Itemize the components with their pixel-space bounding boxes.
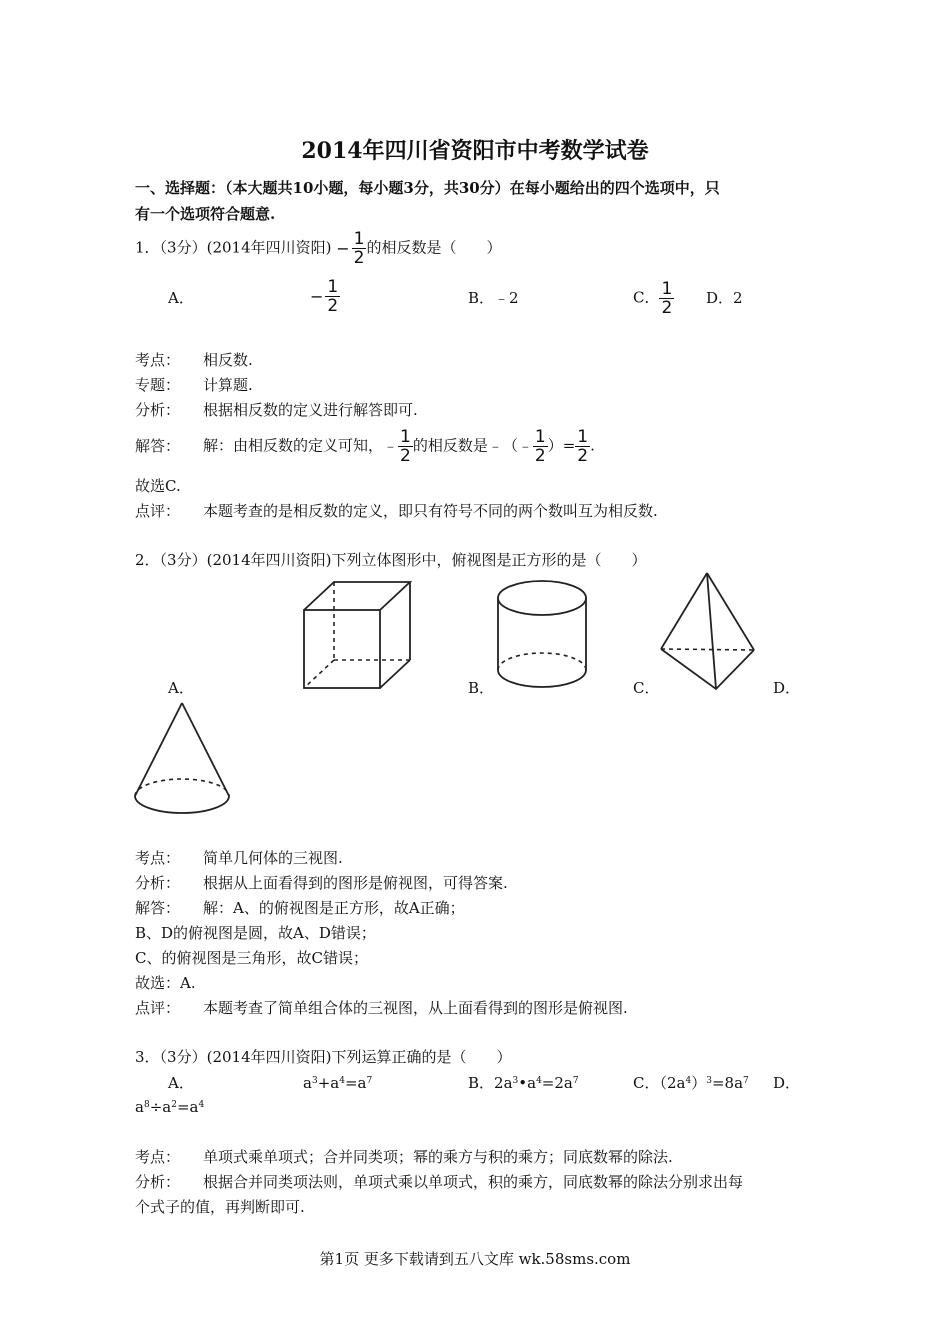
q2-answer: 故选：A.	[135, 974, 196, 992]
q3-option-b-label: B．	[468, 1074, 495, 1092]
q3-fenxi-label: 分析：	[135, 1173, 181, 1191]
q1-dianping-label: 点评：	[135, 502, 181, 520]
q1-jieda-frac1	[398, 428, 413, 465]
q1-fenxi-text: 根据相反数的定义进行解答即可.	[203, 401, 418, 419]
q1-option-c	[633, 280, 674, 317]
q3-option-d-label: D．	[773, 1074, 801, 1092]
section-heading-line1: 一、选择题：（本大题共10小题，每小题3分，共30分）在每小题给出的四个选项中，只	[135, 179, 720, 197]
q1-kaodian-text: 相反数.	[203, 351, 253, 369]
q1-jieda-frac2-num: 1	[534, 427, 546, 447]
q3-fenxi	[135, 1172, 743, 1192]
q1-kaodian	[135, 350, 253, 370]
q1-jieda-frac1-den: 2	[400, 446, 411, 466]
q2-jieda-line3: C、的俯视图是三角形，故C错误；	[135, 949, 368, 967]
q3-option-d-expr: $a^8\div a^2=a^4$	[135, 1098, 205, 1116]
pyramid-icon	[658, 570, 758, 692]
q1-suffix: 的相反数是（ ）	[366, 238, 502, 257]
q1-jieda-frac3	[575, 428, 590, 465]
q1-option-a-neg: −	[310, 286, 324, 306]
q1-jieda-a: 解：由相反数的定义可知，﹣	[203, 436, 399, 455]
q1-jieda-frac3-num: 1	[577, 427, 589, 447]
q1-zhuanti	[135, 375, 253, 395]
q3-fenxi-line2: 个式子的值，再判断即可.	[135, 1198, 305, 1216]
q1-kaodian-label: 考点：	[135, 351, 181, 369]
q2-jieda-line2: B、D的俯视图是圆，故A、D错误；	[135, 924, 376, 942]
q1-fenxi-label: 分析：	[135, 401, 181, 419]
q1-option-c-den: 2	[661, 298, 673, 318]
q3-option-c-label: C．	[633, 1074, 660, 1092]
q1-jieda-frac3-den: 2	[577, 446, 589, 466]
q3-stem: 3．（3分）(2014年四川资阳)下列运算正确的是（ ）	[135, 1048, 512, 1066]
q2-option-a: A．	[168, 679, 194, 697]
q2-kaodian	[135, 848, 343, 868]
q1-fenxi	[135, 400, 418, 420]
q1-option-c-label: C．	[633, 288, 660, 307]
section-heading-line2: 有一个选项符合题意.	[135, 205, 276, 223]
q1-neg-sign: −	[336, 238, 350, 258]
q1-jieda-c: ）=	[547, 436, 576, 455]
q3-kaodian-label: 考点：	[135, 1148, 181, 1166]
q1-answer: 故选C.	[135, 477, 181, 495]
q3-option-b: B．$2a^3•a^4=2a^7$	[468, 1074, 579, 1092]
q1-zhuanti-text: 计算题.	[203, 376, 253, 394]
cube-icon	[300, 580, 415, 692]
q1-jieda	[135, 428, 595, 465]
q2-kaodian-text: 简单几何体的三视图.	[203, 849, 343, 867]
q2-jieda-label: 解答：	[135, 899, 181, 917]
q2-fenxi-text: 根据从上面看得到的图形是俯视图，可得答案.	[203, 874, 508, 892]
q3-fenxi-text: 根据合并同类项法则，单项式乘以单项式，积的乘方，同底数幂的除法分别求出每	[203, 1173, 744, 1191]
q2-stem: 2．（3分）(2014年四川资阳)下列立体图形中，俯视图是正方形的是（ ）	[135, 551, 647, 569]
cylinder-icon	[495, 578, 595, 693]
q2-dianping	[135, 998, 628, 1018]
q1-frac-num: 1	[353, 229, 365, 249]
q1-option-a-value	[310, 278, 340, 315]
q2-option-d: D．	[773, 679, 801, 697]
q2-option-b: B．	[468, 679, 495, 697]
q3-option-a-expr: $a^3+a^4=a^7$	[303, 1074, 373, 1092]
q1-option-c-num: 1	[661, 279, 673, 299]
q1-jieda-label: 解答：	[135, 436, 181, 455]
q1-dianping	[135, 501, 658, 521]
q1-fraction	[352, 230, 367, 267]
q1-stem	[135, 230, 502, 267]
q1-option-b: B．﹣2	[468, 289, 519, 307]
q3-option-a-label: A．	[168, 1074, 194, 1092]
q1-jieda-frac1-num: 1	[400, 427, 411, 447]
q1-option-a-num: 1	[327, 277, 339, 297]
q1-prefix: 1．（3分）(2014年四川资阳)	[135, 238, 332, 257]
page-footer: 第1页 更多下载请到五八文库 wk.58sms.com	[319, 1250, 631, 1268]
q2-dianping-label: 点评：	[135, 999, 181, 1017]
q2-jieda	[135, 898, 465, 918]
q2-option-c: C．	[633, 679, 660, 697]
page-title: 2014年四川省资阳市中考数学试卷	[301, 138, 649, 164]
q2-jieda-text: 解：A、的俯视图是正方形，故A正确；	[203, 899, 465, 917]
q1-option-a-label: A．	[168, 289, 194, 307]
q1-jieda-b: 的相反数是﹣（﹣	[412, 436, 533, 455]
q2-fenxi	[135, 873, 508, 893]
q1-jieda-frac2	[533, 428, 548, 465]
q1-dianping-text: 本题考查的是相反数的定义，即只有符号不同的两个数叫互为相反数.	[203, 502, 658, 520]
q2-dianping-text: 本题考查了简单组合体的三视图，从上面看得到的图形是俯视图.	[203, 999, 628, 1017]
q1-option-a-frac	[325, 278, 340, 315]
q3-kaodian-text: 单项式乘单项式；合并同类项；幂的乘方与积的乘方；同底数幂的除法.	[203, 1148, 673, 1166]
q3-kaodian	[135, 1147, 673, 1167]
cone-icon	[132, 700, 234, 818]
q1-zhuanti-label: 专题：	[135, 376, 181, 394]
q1-option-c-frac	[659, 280, 674, 317]
q3-option-c: C．$(2a^4)^3=8a^7$	[633, 1074, 749, 1092]
q1-frac-den: 2	[353, 248, 365, 268]
q1-option-a-den: 2	[327, 296, 339, 316]
q1-jieda-frac2-den: 2	[534, 446, 546, 466]
q2-kaodian-label: 考点：	[135, 849, 181, 867]
q1-jieda-d: .	[590, 436, 595, 455]
q1-option-d: D．2	[706, 289, 743, 307]
q2-fenxi-label: 分析：	[135, 874, 181, 892]
